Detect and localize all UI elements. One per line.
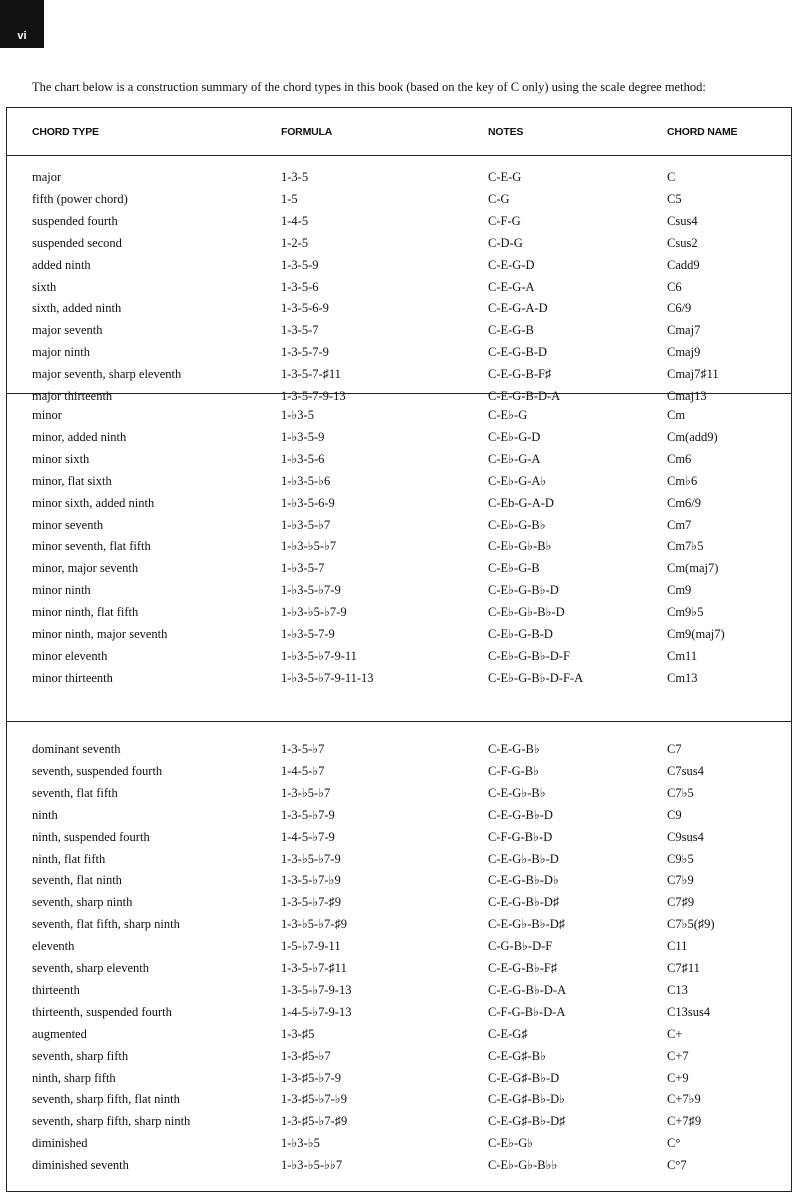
cell-notes: C-F-G-B♭-D-A — [488, 1004, 566, 1019]
header-chord-name: CHORD NAME — [667, 126, 738, 138]
cell-formula: 1-3-5-♭7-♯11 — [281, 961, 347, 975]
table-row — [7, 1045, 791, 1067]
table-row — [7, 448, 791, 470]
cell-formula: 1-♭3-5-7-9 — [281, 627, 335, 641]
table-row — [7, 913, 791, 935]
cell-chord-name: C6 — [667, 279, 682, 294]
cell-chord-type: diminished — [32, 1136, 88, 1151]
cell-chord-type: suspended second — [32, 235, 122, 250]
cell-notes: C-E♭-G♭-B♭ — [488, 539, 552, 554]
cell-chord-type: ninth — [32, 807, 58, 822]
cell-formula: 1-3-♯5-♭7-♯9 — [281, 1114, 348, 1129]
chord-section-3 — [7, 721, 791, 1191]
cell-chord-name: C7sus4 — [667, 763, 704, 778]
cell-chord-type: major thirteenth — [32, 389, 113, 403]
cell-chord-name: C+7♭9 — [667, 1092, 701, 1107]
cell-notes: C-E-G-B-D — [488, 345, 548, 360]
cell-formula: 1-3-5-6 — [281, 279, 319, 294]
table-row — [7, 667, 791, 689]
header-notes: NOTES — [488, 126, 524, 138]
cell-chord-type: suspended fourth — [32, 213, 118, 228]
cell-chord-type: major — [32, 170, 62, 184]
cell-chord-type: ninth, sharp fifth — [32, 1070, 116, 1085]
cell-chord-name: Cm7♭5 — [667, 539, 704, 554]
table-row — [7, 891, 791, 913]
cell-formula: 1-3-5-7-9 — [281, 345, 329, 360]
cell-notes: C-E♭-G-A♭ — [488, 473, 547, 488]
chord-chart-table — [6, 107, 792, 1192]
cell-formula: 1-♭3-5-6-9 — [281, 495, 335, 510]
cell-formula: 1-3-♯5 — [281, 1026, 315, 1041]
cell-notes: C-E-G-B-D-A — [488, 389, 561, 403]
cell-chord-name: C7♭5 — [667, 785, 694, 800]
cell-formula: 1-3-5-♭7 — [281, 742, 325, 756]
table-row — [7, 188, 791, 210]
cell-notes: C-E♭-G-B — [488, 561, 540, 576]
cell-chord-name: Cmaj7♯11 — [667, 367, 719, 382]
cell-chord-name: C7♭9 — [667, 873, 694, 888]
cell-chord-name: C° — [667, 1136, 681, 1151]
cell-formula: 1-5 — [281, 191, 298, 206]
table-row — [7, 557, 791, 579]
cell-notes: C-E-G♯-B♭-D — [488, 1070, 560, 1085]
cell-chord-type: minor sixth, added ninth — [32, 495, 155, 510]
chord-section-2 — [7, 393, 791, 721]
cell-notes: C-Eb-G-A-D — [488, 495, 554, 510]
cell-formula: 1-4-5-♭7-9 — [281, 829, 335, 844]
cell-chord-type: diminished seventh — [32, 1158, 129, 1173]
cell-notes: C-E-G-B♭-D-A — [488, 982, 567, 997]
cell-chord-type: major seventh — [32, 323, 103, 338]
cell-formula: 1-♭3-♭5-♭7 — [281, 539, 337, 554]
cell-notes: C-E-G♯-B♭-D♯ — [488, 1114, 566, 1129]
cell-notes: C-E♭-G-D — [488, 429, 541, 444]
cell-notes: C-E♭-G-A — [488, 451, 541, 466]
cell-chord-type: minor sixth — [32, 451, 90, 466]
cell-chord-type: minor, flat sixth — [32, 473, 112, 488]
table-row — [7, 1088, 791, 1110]
table-row — [7, 232, 791, 254]
table-row — [7, 957, 791, 979]
cell-chord-type: seventh, sharp eleventh — [32, 961, 149, 975]
cell-formula: 1-♭3-♭5-♭7-9 — [281, 605, 347, 620]
cell-formula: 1-4-5 — [281, 213, 309, 228]
cell-chord-name: Cm11 — [667, 648, 698, 663]
table-row — [7, 645, 791, 667]
cell-formula: 1-♭3-♭5-♭♭7 — [281, 1158, 343, 1173]
cell-chord-type: minor, added ninth — [32, 429, 127, 444]
table-row — [7, 470, 791, 492]
cell-chord-type: ninth, flat fifth — [32, 851, 106, 866]
cell-formula: 1-3-5-7 — [281, 323, 319, 338]
cell-chord-type: major seventh, sharp eleventh — [32, 367, 182, 382]
cell-chord-type: ninth, suspended fourth — [32, 829, 150, 844]
cell-formula: 1-5-♭7-9-11 — [281, 939, 341, 954]
cell-chord-name: C5 — [667, 191, 682, 206]
intro-text: The chart below is a construction summary of the chord types in this book (based on the key of C only) using the scale degree method: — [32, 80, 706, 94]
table-row — [7, 848, 791, 870]
table-row — [7, 166, 791, 188]
cell-chord-name: Cmaj7 — [667, 323, 701, 338]
cell-chord-name: Cmaj13 — [667, 389, 707, 403]
table-row — [7, 738, 791, 760]
cell-formula: 1-♭3-5-♭7-9-11 — [281, 648, 357, 663]
cell-notes: C-E♭-G — [488, 408, 528, 422]
table-row — [7, 935, 791, 957]
cell-chord-name: Cm9 — [667, 583, 692, 598]
cell-chord-type: eleventh — [32, 939, 75, 954]
cell-notes: C-E♭-G-B♭-D — [488, 583, 559, 598]
cell-chord-type: minor eleventh — [32, 648, 108, 663]
cell-notes: C-G — [488, 191, 510, 206]
cell-chord-name: C7♭5(♯9) — [667, 917, 715, 932]
cell-chord-type: added ninth — [32, 257, 91, 272]
cell-chord-type: minor, major seventh — [32, 561, 139, 576]
cell-chord-name: C+7 — [667, 1048, 689, 1063]
cell-formula: 1-♭3-5-♭6 — [281, 473, 331, 488]
table-row — [7, 1001, 791, 1023]
table-row — [7, 492, 791, 514]
cell-chord-type: minor ninth, flat fifth — [32, 605, 139, 620]
cell-notes: C-E♭-G♭-B♭♭ — [488, 1158, 558, 1173]
cell-notes: C-E♭-G-B♭-D-F-A — [488, 670, 584, 685]
table-row — [7, 363, 791, 385]
cell-chord-name: C13sus4 — [667, 1004, 711, 1019]
table-row — [7, 826, 791, 848]
cell-chord-name: Csus4 — [667, 213, 698, 228]
header-formula: FORMULA — [281, 126, 333, 138]
cell-chord-name: Cm9(maj7) — [667, 627, 725, 641]
cell-notes: C-E-G-B-F♯ — [488, 367, 552, 382]
table-row — [7, 341, 791, 363]
table-row — [7, 514, 791, 536]
cell-formula: 1-3-♭5-♭7-♯9 — [281, 917, 347, 932]
cell-formula: 1-3-♯5-♭7 — [281, 1048, 331, 1063]
cell-chord-name: Cadd9 — [667, 257, 700, 272]
table-row — [7, 623, 791, 645]
table-row — [7, 760, 791, 782]
table-row — [7, 979, 791, 1001]
cell-chord-name: C+9 — [667, 1070, 689, 1085]
cell-notes: C-E-G♯-B♭ — [488, 1048, 546, 1063]
cell-chord-type: thirteenth — [32, 982, 80, 997]
cell-chord-type: minor thirteenth — [32, 670, 113, 685]
cell-notes: C-E-G-B♭-D — [488, 807, 553, 822]
table-row — [7, 1132, 791, 1154]
cell-formula: 1-4-5-♭7 — [281, 763, 325, 778]
cell-chord-name: C°7 — [667, 1158, 687, 1173]
cell-chord-type: dominant seventh — [32, 742, 121, 756]
cell-chord-name: Cmaj9 — [667, 345, 701, 360]
cell-chord-type: augmented — [32, 1026, 87, 1041]
cell-notes: C-E-G-A-D — [488, 301, 548, 316]
cell-formula: 1-♭3-5-9 — [281, 429, 325, 444]
table-row — [7, 254, 791, 276]
header-chord-type: CHORD TYPE — [32, 126, 99, 138]
cell-chord-name: Cm♭6 — [667, 473, 698, 488]
cell-formula: 1-♭3-5-♭7-9 — [281, 583, 341, 598]
cell-notes: C-E-G-D — [488, 257, 535, 272]
cell-notes: C-E♭-G♭ — [488, 1136, 534, 1151]
cell-chord-name: C9♭5 — [667, 851, 694, 866]
cell-chord-name: Cm6/9 — [667, 495, 702, 510]
chord-section-1 — [7, 156, 791, 403]
cell-notes: C-E♭-G-B♭-D-F — [488, 648, 570, 663]
cell-chord-name: Cm9♭5 — [667, 605, 704, 620]
cell-formula: 1-♭3-5 — [281, 408, 314, 422]
cell-chord-name: C7♯11 — [667, 961, 700, 975]
cell-chord-name: Csus2 — [667, 235, 698, 250]
page-number-tab — [0, 0, 44, 48]
cell-chord-name: C6/9 — [667, 301, 692, 316]
cell-chord-type: major ninth — [32, 345, 90, 360]
cell-chord-name: C9sus4 — [667, 829, 704, 844]
table-row — [7, 1154, 791, 1176]
cell-formula: 1-♭3-5-♭7-9-11-13 — [281, 670, 374, 685]
cell-chord-type: thirteenth, suspended fourth — [32, 1004, 172, 1019]
cell-formula: 1-3-5 — [281, 170, 309, 184]
cell-formula: 1-♭3-5-6 — [281, 451, 325, 466]
cell-notes: C-E-G-A — [488, 279, 535, 294]
cell-chord-name: Cm6 — [667, 451, 692, 466]
cell-chord-type: seventh, suspended fourth — [32, 763, 163, 778]
table-row — [7, 297, 791, 319]
cell-formula: 1-3-♭5-♭7 — [281, 785, 331, 800]
cell-chord-name: C7 — [667, 742, 682, 756]
cell-chord-type: sixth, added ninth — [32, 301, 122, 316]
cell-chord-type: seventh, sharp ninth — [32, 895, 133, 910]
cell-notes: C-F-G-B♭-D — [488, 829, 553, 844]
cell-chord-name: C7♯9 — [667, 895, 695, 910]
table-row — [7, 782, 791, 804]
table-row — [7, 276, 791, 298]
table-header — [7, 108, 791, 156]
cell-formula: 1-3-♭5-♭7-9 — [281, 851, 341, 866]
cell-chord-type: seventh, flat ninth — [32, 873, 122, 888]
cell-formula: 1-3-♯5-♭7-♭9 — [281, 1092, 347, 1107]
cell-formula: 1-3-5-6-9 — [281, 301, 329, 316]
table-row — [7, 426, 791, 448]
cell-formula: 1-♭3-5-♭7 — [281, 517, 331, 532]
cell-chord-type: minor ninth, major seventh — [32, 627, 168, 641]
cell-notes: C-E♭-G-B-D — [488, 627, 553, 641]
cell-formula: 1-3-5-7-♯11 — [281, 367, 341, 382]
cell-chord-type: seventh, flat fifth, sharp ninth — [32, 917, 180, 932]
cell-notes: C-E-G♯ — [488, 1026, 528, 1041]
cell-chord-name: C11 — [667, 939, 688, 954]
cell-notes: C-E-G — [488, 170, 522, 184]
cell-formula: 1-3-5-♭7-9-13 — [281, 982, 352, 997]
table-row — [7, 1110, 791, 1132]
table-row — [7, 869, 791, 891]
cell-notes: C-E-G♭-B♭-D♯ — [488, 917, 566, 932]
cell-chord-name: Cm7 — [667, 517, 692, 532]
cell-notes: C-E-G-B — [488, 323, 534, 338]
cell-notes: C-E♭-G♭-B♭-D — [488, 605, 565, 620]
cell-formula: 1-4-5-♭7-9-13 — [281, 1004, 352, 1019]
cell-notes: C-F-G — [488, 213, 521, 228]
cell-chord-type: seventh, sharp fifth, flat ninth — [32, 1092, 180, 1107]
table-row — [7, 404, 791, 426]
cell-notes: C-E-G-B♭-D♭ — [488, 873, 559, 888]
cell-formula: 1-2-5 — [281, 235, 309, 250]
cell-notes: C-E-G-B♭ — [488, 742, 540, 756]
cell-chord-type: sixth — [32, 279, 57, 294]
cell-chord-type: minor seventh, flat fifth — [32, 539, 151, 554]
cell-formula: 1-3-5-♭7-♯9 — [281, 895, 342, 910]
cell-notes: C-E-G♭-B♭-D — [488, 851, 559, 866]
table-row — [7, 579, 791, 601]
table-row — [7, 210, 791, 232]
table-row — [7, 1023, 791, 1045]
cell-chord-name: C9 — [667, 807, 682, 822]
table-row — [7, 319, 791, 341]
cell-chord-name: Cm(add9) — [667, 429, 718, 444]
cell-notes: C-G-B♭-D-F — [488, 939, 553, 954]
table-row — [7, 804, 791, 826]
cell-chord-type: minor — [32, 408, 62, 422]
cell-formula: 1-3-5-♭7-9 — [281, 807, 335, 822]
table-row — [7, 1067, 791, 1089]
cell-chord-name: Cm13 — [667, 670, 698, 685]
cell-formula: 1-3-5-7-9-13 — [281, 389, 346, 403]
cell-notes: C-E-G-B♭-D♯ — [488, 895, 560, 910]
cell-chord-type: seventh, sharp fifth, sharp ninth — [32, 1114, 191, 1129]
cell-formula: 1-3-♯5-♭7-9 — [281, 1070, 342, 1085]
cell-notes: C-E♭-G-B♭ — [488, 517, 546, 532]
cell-notes: C-E-G♭-B♭ — [488, 785, 546, 800]
page-number: vi — [17, 30, 27, 42]
cell-chord-type: seventh, sharp fifth — [32, 1048, 129, 1063]
cell-chord-type: minor ninth — [32, 583, 91, 598]
cell-chord-type: seventh, flat fifth — [32, 785, 118, 800]
cell-chord-name: C+7♯9 — [667, 1114, 702, 1129]
cell-chord-name: Cm(maj7) — [667, 561, 719, 576]
table-row — [7, 535, 791, 557]
cell-formula: 1-♭3-♭5 — [281, 1136, 320, 1151]
cell-chord-name: C — [667, 170, 676, 184]
cell-notes: C-F-G-B♭ — [488, 763, 540, 778]
cell-formula: 1-3-5-♭7-♭9 — [281, 873, 341, 888]
cell-notes: C-D-G — [488, 235, 523, 250]
cell-formula: 1-3-5-9 — [281, 257, 319, 272]
cell-chord-type: fifth (power chord) — [32, 191, 128, 206]
table-row — [7, 601, 791, 623]
cell-chord-type: minor seventh — [32, 517, 104, 532]
cell-chord-name: C+ — [667, 1026, 683, 1041]
cell-notes: C-E-G♯-B♭-D♭ — [488, 1092, 566, 1107]
cell-chord-name: C13 — [667, 982, 688, 997]
cell-chord-name: Cm — [667, 408, 686, 422]
cell-notes: C-E-G-B♭-F♯ — [488, 961, 558, 975]
cell-formula: 1-♭3-5-7 — [281, 561, 325, 576]
